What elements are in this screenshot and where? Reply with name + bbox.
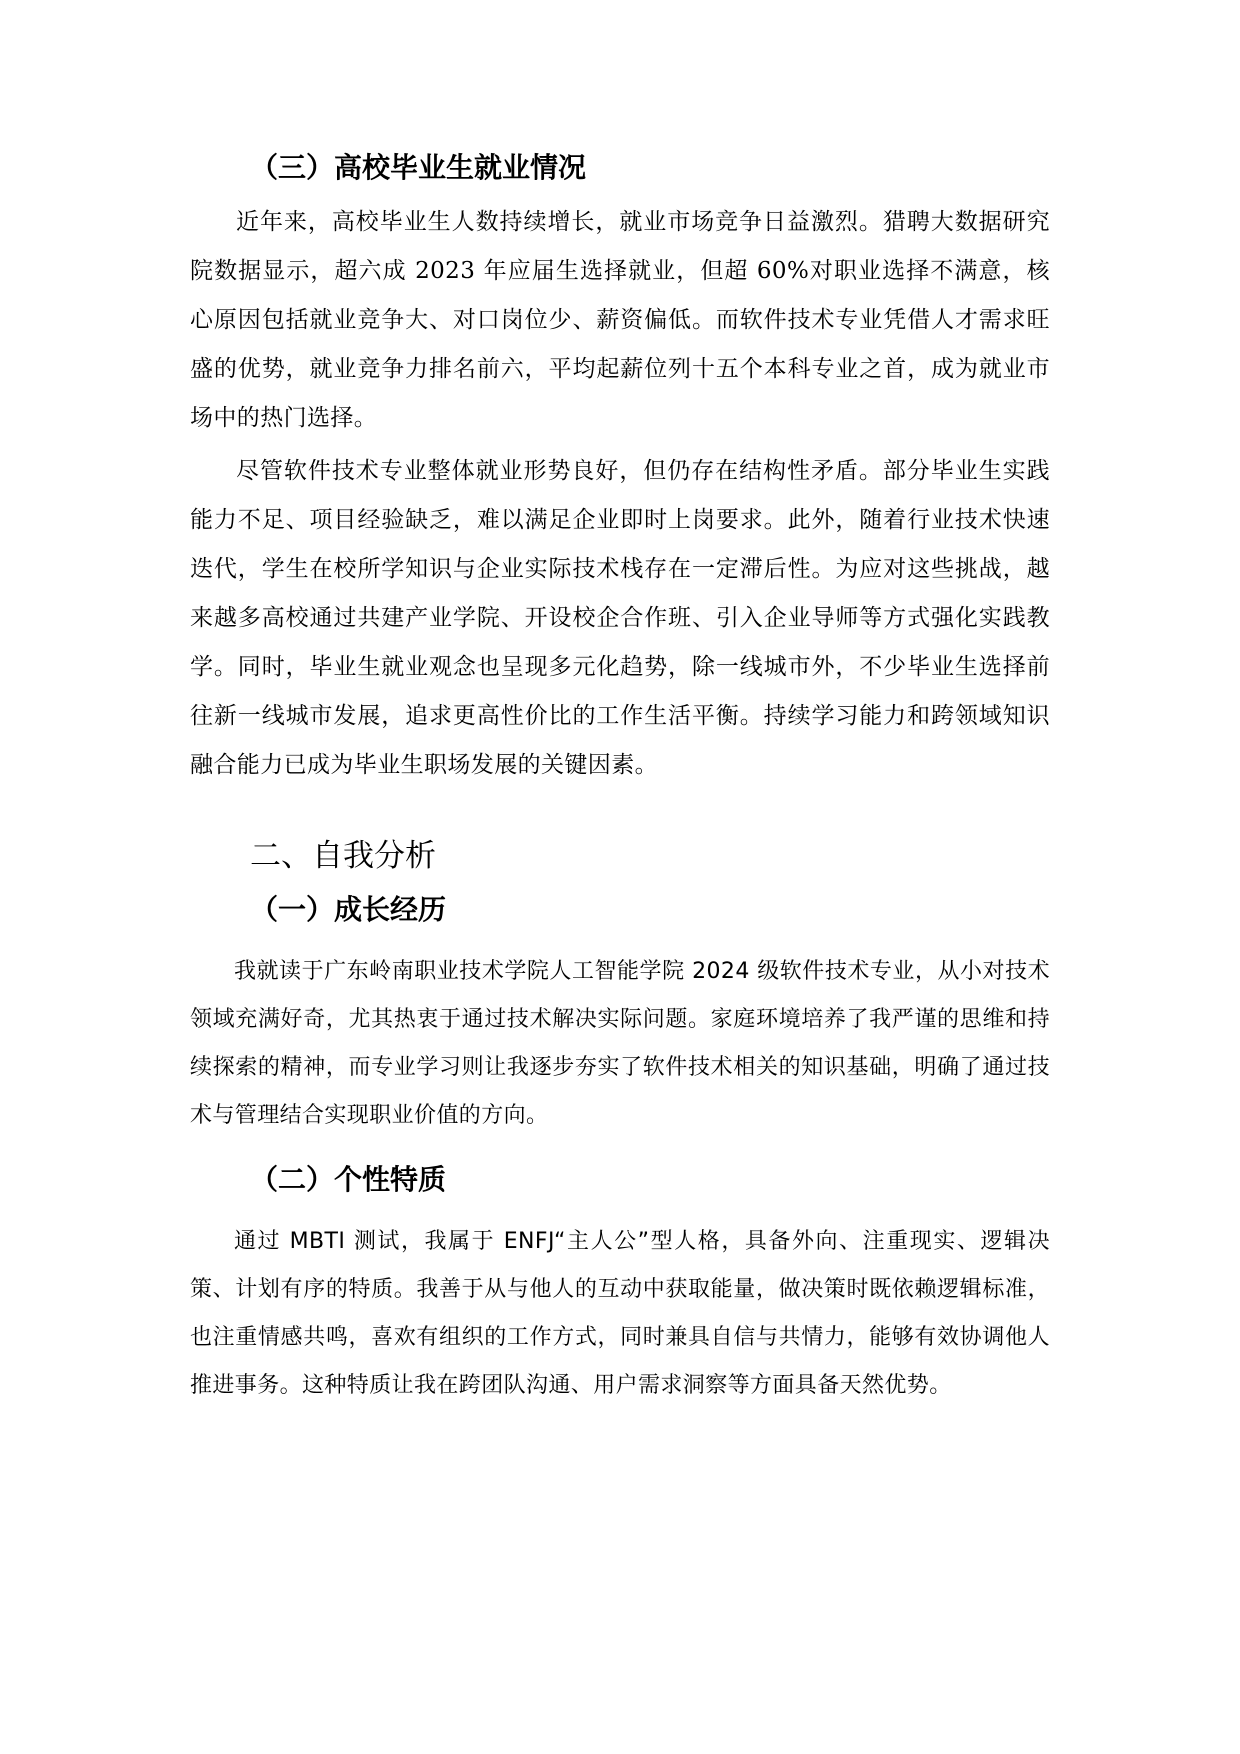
section-heading-personality: （二）个性特质	[250, 1163, 447, 1196]
personality-body	[190, 1218, 1050, 1410]
section-heading-growth: （一）成长经历	[250, 893, 447, 926]
paragraph-personality: 通过 MBTI 测试，我属于 ENFJ“主人公”型人格，具备外向、注重现实、逻辑决策、计划有序的特质。我善于从与他人的互动中获取能量，做决策时既依赖逻辑标准，也注重情感共鸣，喜欢有组织的工作方式，同时兼具自信与共情力，能够有效协调他人推进事务。这种特质让我在跨团队沟通、用户需求洞察等方面具备天然优势。	[190, 1229, 1050, 1398]
employment-body	[190, 198, 1050, 790]
paragraph-employment-2: 尽管软件技术专业整体就业形势良好，但仍存在结构性矛盾。部分毕业生实践能力不足、项目经验缺乏，难以满足企业即时上岗要求。此外，随着行业技术快速迭代，学生在校所学知识与企业实际技术栈存在一定滞后性。为应对这些挑战，越来越多高校通过共建产业学院、开设校企合作班、引入企业导师等方式强化实践教学。同时，毕业生就业观念也呈现多元化趋势，除一线城市外，不少毕业生选择前往新一线城市发展，追求更高性价比的工作生活平衡。持续学习能力和跨领域知识融合能力已成为毕业生职场发展的关键因素。	[190, 458, 1050, 778]
growth-body	[190, 948, 1050, 1140]
chapter-heading-self-analysis: 二、自我分析	[250, 838, 436, 874]
section-heading-employment: （三）高校毕业生就业情况	[250, 151, 587, 184]
paragraph-growth: 我就读于广东岭南职业技术学院人工智能学院 2024 级软件技术专业，从小对技术领域充满好奇，尤其热衷于通过技术解决实际问题。家庭环境培养了我严谨的思维和持续探索的精神，而专业学习则让我逐步夯实了软件技术相关的知识基础，明确了通过技术与管理结合实现职业价值的方向。	[190, 959, 1050, 1128]
paragraph-employment-1: 近年来，高校毕业生人数持续增长，就业市场竞争日益激烈。猎聘大数据研究院数据显示，超六成 2023 年应届生选择就业，但超 60%对职业选择不满意，核心原因包括就业竞争大、对口岗位少、薪资偏低。而软件技术专业凭借人才需求旺盛的优势，就业竞争力排名前六，平均起薪位列十五个本科专业之首，成为就业市场中的热门选择。	[190, 209, 1050, 431]
